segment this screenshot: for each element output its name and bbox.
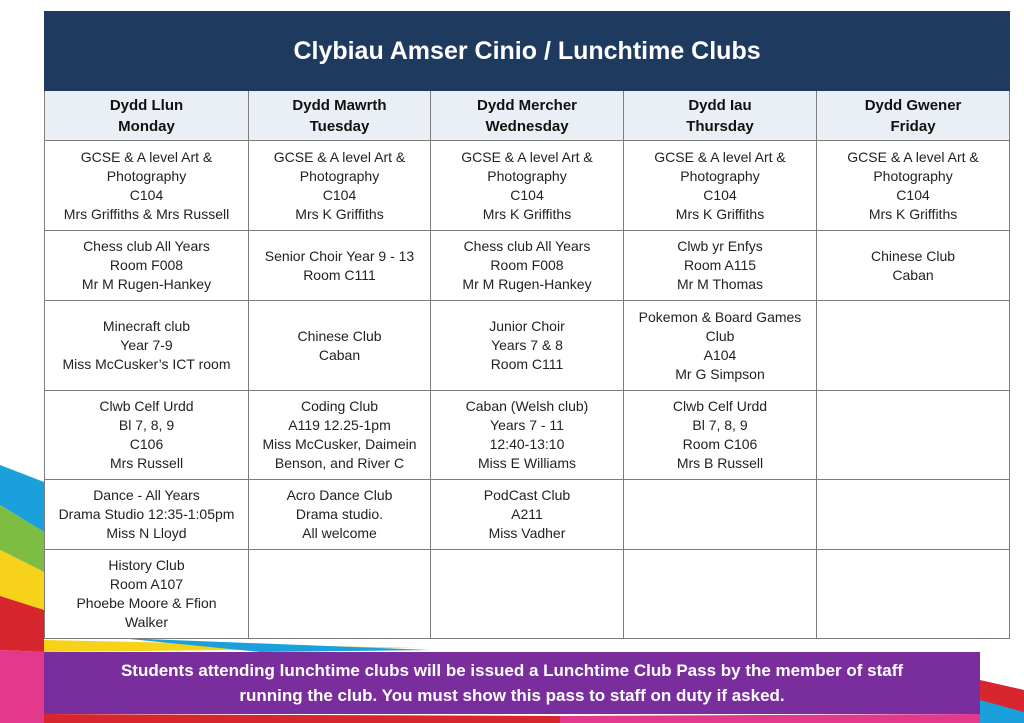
- club-line: Mrs Russell: [109, 455, 184, 471]
- day-english: Wednesday: [485, 117, 569, 135]
- lunchtime-pass-notice: [44, 652, 980, 714]
- club-line: Mrs K Griffiths: [675, 205, 765, 222]
- club-line: C106: [129, 436, 164, 452]
- club-line: Bl 7, 8, 9: [692, 417, 748, 433]
- club-line: Chess club All Years: [83, 238, 210, 254]
- stripe-bottom-red-left: [44, 714, 560, 723]
- club-line: GCSE & A level Art &: [80, 148, 213, 165]
- club-row: [45, 141, 1010, 231]
- club-line: Miss Vadher: [488, 525, 566, 541]
- club-cell-empty: [624, 480, 817, 550]
- club-line: All welcome: [302, 525, 377, 541]
- club-line: Photography: [299, 167, 380, 184]
- stripe-pink: [0, 650, 44, 723]
- club-line: Walker: [124, 614, 169, 630]
- club-line: Mr M Rugen-Hankey: [81, 276, 212, 292]
- club-line: C104: [129, 186, 164, 203]
- club-cell: [45, 301, 249, 391]
- club-cell: [45, 231, 249, 301]
- club-line: Chess club All Years: [463, 238, 591, 254]
- club-line: Minecraft club: [102, 318, 191, 334]
- club-line: Room A107: [109, 576, 184, 592]
- club-line: Chinese Club: [871, 247, 956, 264]
- lunchtime-clubs-timetable: [44, 11, 1010, 639]
- club-line: Mr M Rugen-Hankey: [462, 276, 592, 292]
- notice-line-1: Students attending lunchtime clubs will be issued a Lunchtime Club Pass by the member of staff: [120, 661, 904, 680]
- club-line: Photography: [680, 167, 760, 184]
- club-line: Years 7 - 11: [490, 417, 564, 433]
- club-cell: [249, 301, 431, 391]
- club-row: [45, 231, 1010, 301]
- club-line: Photography: [487, 167, 567, 184]
- club-line: Miss N Lloyd: [106, 525, 187, 541]
- club-line: Mr G Simpson: [675, 365, 765, 382]
- club-line: Mr M Thomas: [676, 276, 764, 292]
- club-row: [45, 301, 1010, 391]
- club-line: GCSE & A level Art &: [847, 148, 979, 165]
- club-row: [45, 550, 1010, 639]
- day-welsh: Dydd Llun: [109, 96, 184, 114]
- notice-line-2: running the club. You must show this pass to staff on duty if asked.: [239, 686, 785, 705]
- club-line: C104: [896, 186, 930, 203]
- club-line: C104: [703, 186, 737, 203]
- club-line: Club: [705, 327, 735, 344]
- club-line: Caban: [318, 346, 361, 363]
- club-cell: [817, 231, 1010, 301]
- club-line: Caban: [892, 266, 934, 283]
- stripe-bottom-pink: [560, 714, 980, 723]
- club-line: Clwb Celf Urdd: [672, 398, 768, 414]
- club-line: Drama Studio 12:35-1:05pm: [58, 506, 235, 522]
- day-welsh: Dydd Gwener: [864, 96, 962, 114]
- club-line: Chinese Club: [297, 327, 382, 344]
- club-line: Caban (Welsh club): [465, 398, 589, 414]
- club-line: Drama studio.: [295, 506, 384, 522]
- club-cell-empty: [817, 301, 1010, 391]
- club-cell: [431, 480, 624, 550]
- club-line: GCSE & A level Art &: [654, 148, 786, 165]
- club-line: Mrs B Russell: [676, 455, 764, 471]
- club-cell: [45, 391, 249, 480]
- club-cell: [249, 141, 431, 231]
- club-line: Mrs K Griffiths: [295, 205, 384, 222]
- club-cell-empty: [431, 550, 624, 639]
- club-line: Year 7-9: [120, 337, 173, 353]
- club-line: Benson, and River C: [274, 455, 405, 471]
- club-line: Senior Choir Year 9 - 13: [264, 247, 415, 264]
- day-header: [45, 91, 249, 141]
- club-line: Mrs Griffiths & Mrs Russell: [63, 205, 230, 222]
- day-welsh: Dydd Iau: [688, 96, 752, 114]
- club-line: Pokemon & Board Games: [638, 308, 802, 325]
- club-cell: [45, 141, 249, 231]
- club-line: Miss McCusker, Daimein: [262, 436, 417, 452]
- club-cell: [249, 480, 431, 550]
- day-header: [624, 91, 817, 141]
- day-english: Tuesday: [309, 117, 370, 135]
- club-cell: [249, 391, 431, 480]
- club-line: Bl 7, 8, 9: [118, 417, 175, 433]
- club-cell-empty: [817, 391, 1010, 480]
- club-line: Mrs K Griffiths: [482, 205, 572, 222]
- club-cell: [249, 231, 431, 301]
- club-line: A119 12.25-1pm: [288, 417, 391, 433]
- page-title: Clybiau Amser Cinio / Lunchtime Clubs: [45, 12, 1010, 91]
- club-line: GCSE & A level Art &: [273, 148, 406, 165]
- club-line: Dance - All Years: [93, 487, 200, 503]
- club-cell: [817, 141, 1010, 231]
- club-line: Room C111: [490, 356, 564, 372]
- club-line: PodCast Club: [483, 487, 571, 503]
- day-english: Thursday: [686, 117, 754, 135]
- club-line: Miss McCusker’s ICT room: [62, 356, 231, 372]
- club-cell: [624, 301, 817, 391]
- club-line: Clwb Celf Urdd: [99, 398, 194, 414]
- club-line: Coding Club: [300, 398, 379, 414]
- club-cell: [431, 141, 624, 231]
- club-line: Room F008: [490, 257, 564, 273]
- club-cell-empty: [249, 550, 431, 639]
- day-english: Monday: [118, 117, 175, 135]
- club-line: Room C106: [682, 436, 758, 452]
- club-line: C104: [510, 186, 544, 203]
- day-welsh: Dydd Mercher: [476, 96, 578, 114]
- club-line: Room A115: [683, 257, 757, 273]
- club-line: Room F008: [109, 257, 184, 273]
- club-line: Miss E Williams: [478, 455, 576, 471]
- club-cell-empty: [624, 550, 817, 639]
- day-header: [817, 91, 1010, 141]
- club-cell: [624, 391, 817, 480]
- day-header-row: [45, 91, 1010, 141]
- club-cell: [45, 550, 249, 639]
- club-line: 12:40-13:10: [489, 436, 565, 452]
- day-header: [249, 91, 431, 141]
- club-cell: [431, 391, 624, 480]
- club-line: Phoebe Moore & Ffion: [76, 595, 217, 611]
- club-line: GCSE & A level Art &: [461, 148, 593, 165]
- club-cell: [431, 231, 624, 301]
- club-cell-empty: [817, 480, 1010, 550]
- day-header: [431, 91, 624, 141]
- day-english: Friday: [890, 117, 936, 135]
- club-line: Junior Choir: [489, 318, 565, 334]
- club-row: [45, 391, 1010, 480]
- club-line: A104: [703, 346, 737, 363]
- club-cell: [624, 141, 817, 231]
- club-line: Mrs K Griffiths: [868, 205, 958, 222]
- club-line: Clwb yr Enfys: [677, 238, 763, 254]
- club-row: [45, 480, 1010, 550]
- club-line: History Club: [108, 557, 185, 573]
- club-cell: [624, 231, 817, 301]
- club-line: Room C111: [303, 266, 376, 283]
- club-line: C104: [322, 186, 357, 203]
- club-line: A211: [511, 506, 543, 522]
- club-cell-empty: [817, 550, 1010, 639]
- club-line: Years 7 & 8: [491, 337, 563, 353]
- club-line: Acro Dance Club: [286, 487, 393, 503]
- club-cell: [45, 480, 249, 550]
- club-cell: [431, 301, 624, 391]
- club-line: Photography: [873, 167, 953, 184]
- club-line: Photography: [106, 167, 187, 184]
- day-welsh: Dydd Mawrth: [292, 96, 387, 114]
